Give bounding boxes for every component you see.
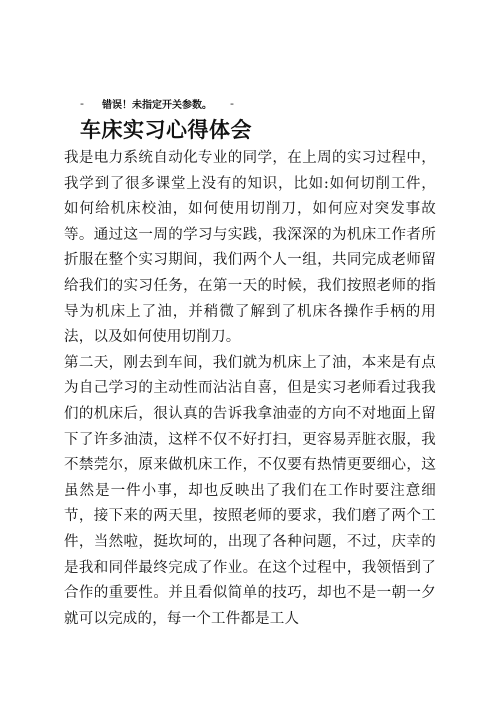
document-body [64,146,436,632]
paragraph-2: 第二天，刚去到车间，我们就为机床上了油，本来是有点为自己学习的主动性而沾沾自喜，但是实习老师看过我我们的机床后，很认真的告诉我拿油壶的方向不对地面上留下了许多油渍，这样不仅不好打扫，更容易弄脏衣服，我不禁莞尔，原来做机床工作，不仅要有热情更要细心，这虽然是一件小事，却也反映出了我们在工作时要注意细节，接下来的两天里，按照老师的要求，我们磨了两个工件，当然啦，挺坎坷的，出现了各种问题，不过，庆幸的是我和同伴最终完成了作业。在这个过程中，我领悟到了合作的重要性。并且看似简单的技巧，却也不是一朝一夕就可以完成的，每一个工件都是工人 [64,354,436,627]
document-title: 车床实习心得体会 [80,118,252,142]
header-error-text: 错误！未指定开关参数。 [101,99,212,111]
header-right-dash: - [229,96,234,110]
paragraph-1: 我是电力系统自动化专业的同学，在上周的实习过程中，我学到了很多课堂上没有的知识，比如:如何切削工件，如何给机床校油，如何使用切削刀，如何应对突发事故等。通过这一周的学习与实践，我深深的为机床工作者所折服在整个实习期间，我们两个人一组，共同完成老师留给我们的实习任务，在第一天的时候，我们按照老师的指导为机床上了油，并稍微了解到了机床各操作手柄的用法，以及如何使用切削刀。 [64,150,436,346]
page-header [80,94,234,112]
header-left-dash: - [80,96,84,110]
